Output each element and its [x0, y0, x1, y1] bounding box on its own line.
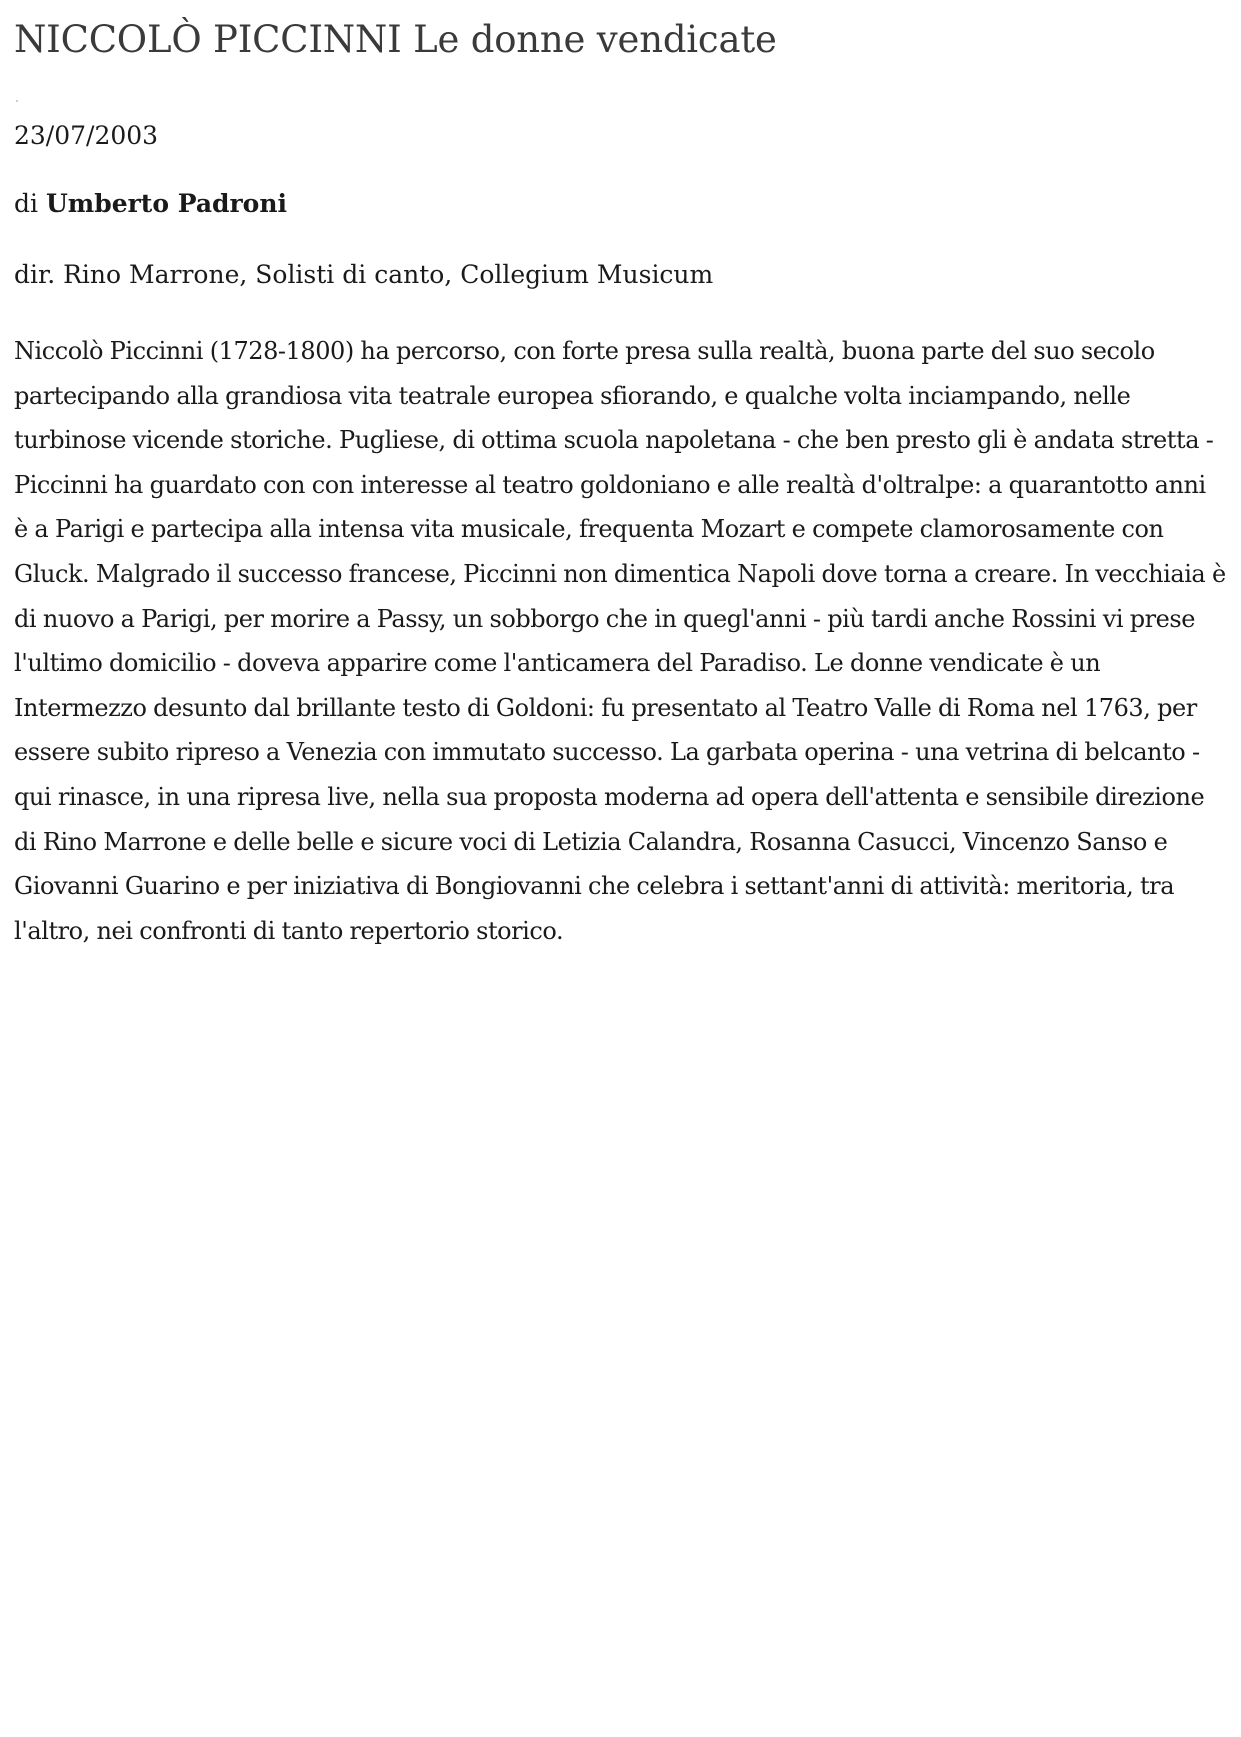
publication-date: 23/07/2003 — [14, 121, 159, 150]
byline-prefix: di — [14, 189, 46, 218]
byline — [14, 188, 1227, 220]
decorative-dot — [16, 100, 18, 102]
author-name: Umberto Padroni — [45, 189, 288, 218]
performance-credits: dir. Rino Marrone, Solisti di canto, Collegium Musicum — [14, 260, 714, 289]
article-body: Niccolò Piccinni (1728-1800) ha percorso, con forte presa sulla realtà, buona parte del suo secolo partecipando alla grandiosa vita teatrale europea sfiorando, e qualche volta inciampando, nelle turbinose vicende storiche. Pugliese, di ottima scuola napoletana - che ben presto gli è andata stretta - Piccinni ha guardato con con interesse al teatro goldoniano e alle realtà d'oltralpe: a quarantotto anni è a Parigi e partecipa alla intensa vita musicale, frequenta Mozart e compete clamorosamente con Gluck. Malgrado il successo francese, Piccinni non dimentica Napoli dove torna a creare. In vecchiaia è di nuovo a Parigi, per morire a Passy, un sobborgo che in quegl'anni - più tardi anche Rossini vi prese l'ultimo domicilio - doveva apparire come l'anticamera del Paradiso. Le donne vendicate è un Intermezzo desunto dal brillante testo di Goldoni: fu presentato al Teatro Valle di Roma nel 1763, per essere subito ripreso a Venezia con immutato successo. La garbata operina - una vetrina di belcanto - qui rinasce, in una ripresa live, nella sua proposta moderna ad opera dell'attenta e sensibile direzione di Rino Marrone e delle belle e sicure voci di Letizia Calandra, Rosanna Casucci, Vincenzo Sanso e Giovanni Guarino e per iniziativa di Bongiovanni che celebra i settant'anni di attività: meritoria, tra l'altro, nei confronti di tanto repertorio storico. — [14, 337, 1226, 945]
article-title: NICCOLÒ PICCINNI Le donne vendicate — [14, 18, 777, 61]
